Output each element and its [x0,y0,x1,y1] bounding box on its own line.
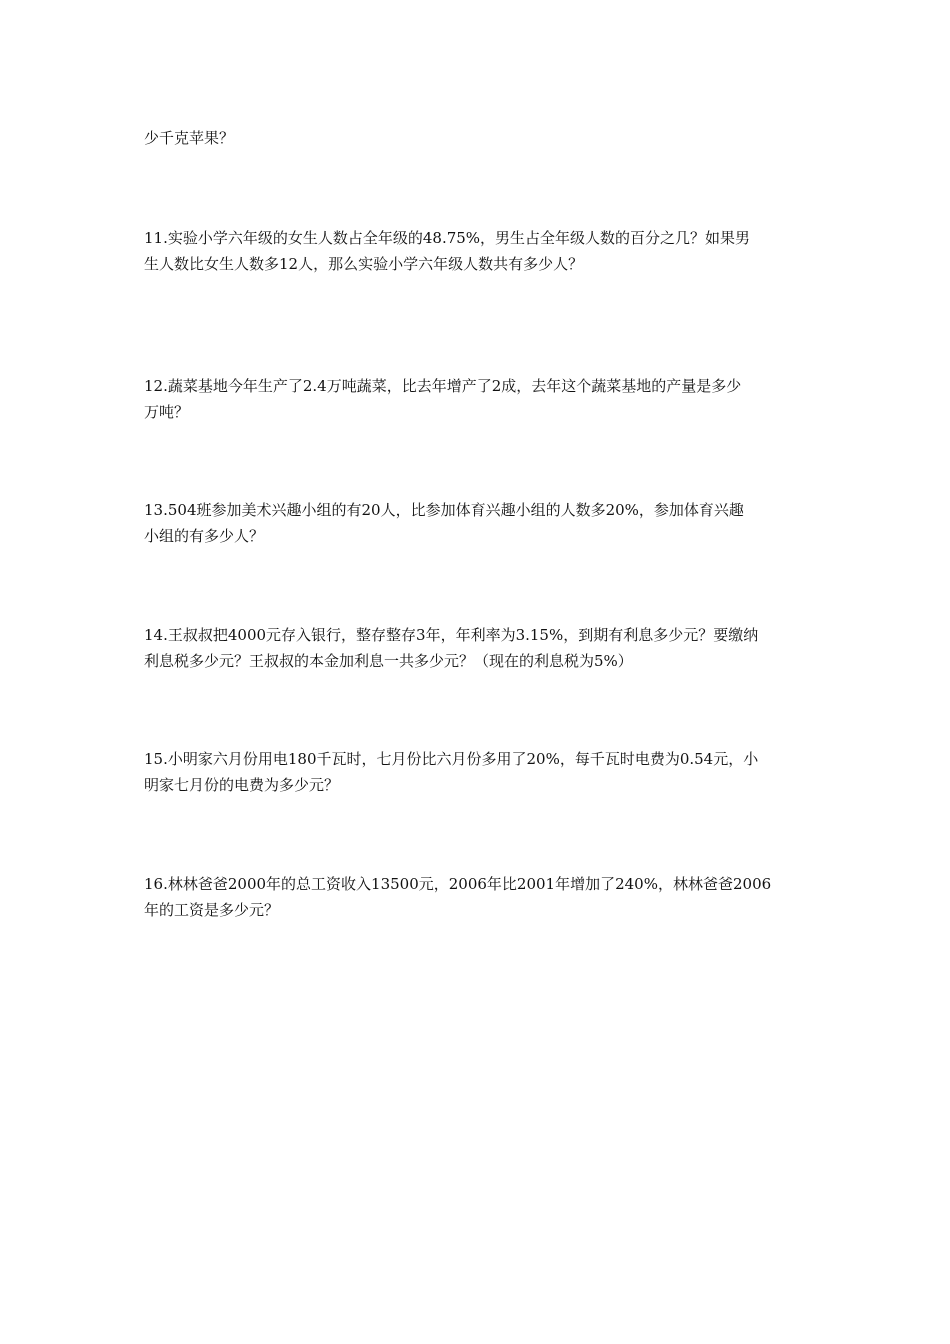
problem-15-line-1: 15.小明家六月份用电180千瓦时，七月份比六月份多用了20%，每千瓦时电费为0.54元，小 [144,750,759,768]
problem-13-line-1: 13.504班参加美术兴趣小组的有20人，比参加体育兴趣小组的人数多20%，参加体育兴趣 [144,501,744,519]
problem-12-line-1: 12.蔬菜基地今年生产了2.4万吨蔬菜，比去年增产了2成，去年这个蔬菜基地的产量是多少 [144,377,742,395]
continuation-line: 少千克苹果？ [144,129,235,147]
problem-11-line-1: 11.实验小学六年级的女生人数占全年级的48.75%，男生占全年级人数的百分之几？如果男 [144,229,751,247]
problem-11-line-2: 生人数比女生人数多12人，那么实验小学六年级人数共有多少人？ [144,255,584,273]
problem-16-line-2: 年的工资是多少元？ [144,901,280,919]
problem-12-line-2: 万吨？ [144,403,190,421]
problem-14-line-2: 利息税多少元？王叔叔的本金加利息一共多少元？（现在的利息税为5%） [144,652,633,670]
problem-16-line-1: 16.林林爸爸2000年的总工资收入13500元，2006年比2001年增加了240%，林林爸爸2006 [144,875,772,893]
problem-14-line-1: 14.王叔叔把4000元存入银行，整存整存3年，年利率为3.15%，到期有利息多少元？要缴纳 [144,626,759,644]
problem-15-line-2: 明家七月份的电费为多少元？ [144,776,340,794]
problem-13-line-2: 小组的有多少人？ [144,527,265,545]
